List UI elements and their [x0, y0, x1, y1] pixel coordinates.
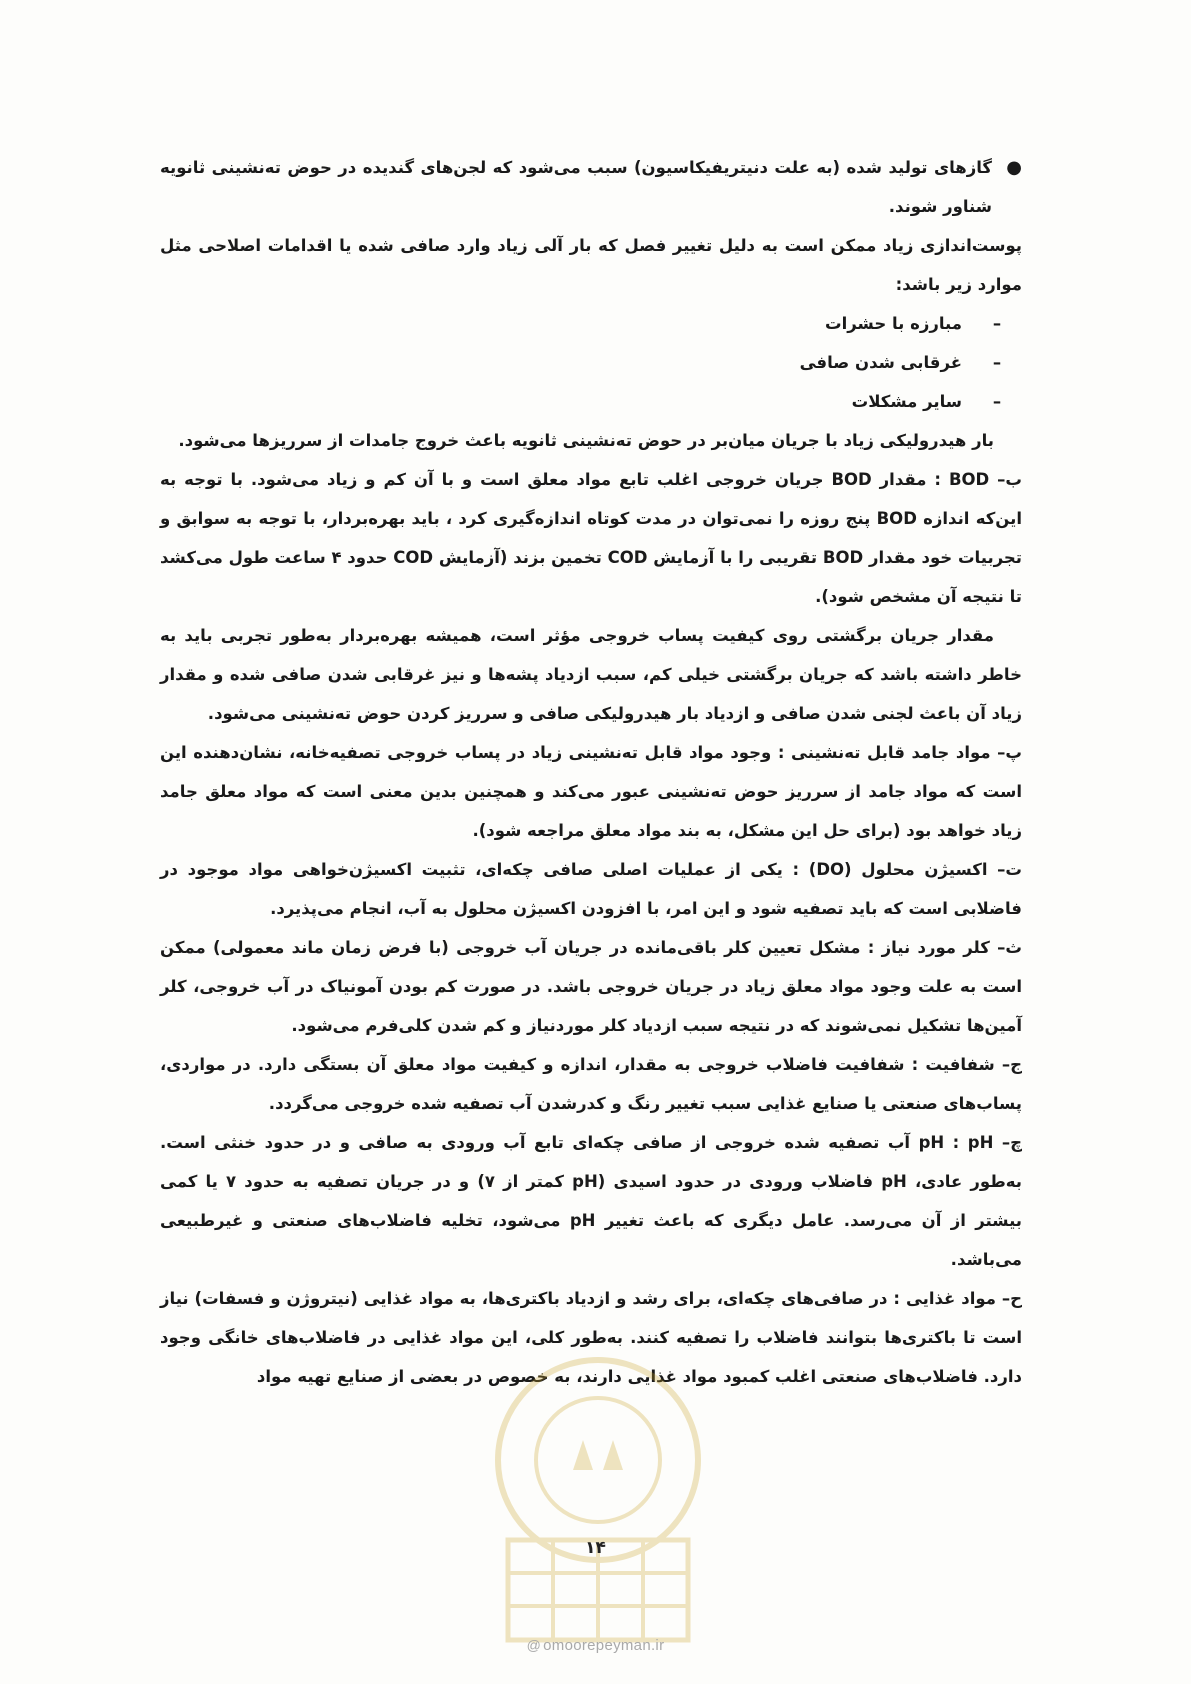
bullet-text: گازهای تولید شده (به علت دنیتریفیکاسیون) سبب می‌شود که لجن‌های گندیده در حوض ته‌نشینی ثانویه شناور شوند. [160, 158, 992, 216]
paragraph-nutrients: ح– مواد غذایی : در صافی‌های چکه‌ای، برای رشد و ازدیاد باکتری‌ها، به مواد غذایی (نیتروژن و فسفات) نیاز است تا باکتری‌ها بتوانند فاضلاب را تصفیه کنند. به‌طور کلی، این مواد غذایی در فاضلاب‌های خانگی وجود دارد. فاضلاب‌های صنعتی اغلب کمبود مواد غذایی دارند، به خصوص در بعضی از صنایع تهیه مواد [160, 1289, 1022, 1386]
dash-icon: – [992, 314, 1002, 333]
watermark-seal-logo [478, 1350, 718, 1650]
website-footer [0, 1637, 1191, 1654]
dash-list [160, 304, 1022, 421]
dash-item [160, 343, 1022, 382]
paragraph-clarity: ج– شفافیت : شفافیت فاضلاب خروجی به مقدار، اندازه و کیفیت مواد معلق آن بستگی دارد. در مواردی، پساب‌های صنعتی یا صنایع غذایی سبب تغییر رنگ و کدرشدن آب تصفیه شده خروجی می‌گردد. [160, 1055, 1022, 1113]
paragraph-return-flow: مقدار جریان برگشتی روی کیفیت پساب خروجی مؤثر است، همیشه بهره‌بردار به‌طور تجربی باید به خاطر داشته باشد که جریان برگشتی خیلی کم، سبب ازدیاد پشه‌ها و نیز غرقابی شدن صافی شده و مقدار زیاد آن باعث لجنی شدن صافی و ازدیاد بار هیدرولیکی صافی و سرریز کردن حوض ته‌نشینی می‌شود. [160, 626, 1022, 723]
bullet-icon: ● [1006, 157, 1022, 178]
paragraph-bod: ب– BOD : مقدار BOD جریان خروجی اغلب تابع مواد معلق است و با آن کم و زیاد می‌شود. با توجه به این‌که اندازه BOD پنج روزه را نمی‌توان در مدت کوتاه اندازه‌گیری کرد ، باید بهره‌بردار، با توجه به سوابق و تجربیات خود مقدار BOD تقریبی را با آزمایش COD تخمین بزند (آزمایش COD حدود ۴ ساعت طول می‌کشد تا نتیجه آن مشخص شود). [160, 470, 1023, 606]
page-number: ۱۴ [585, 1538, 606, 1558]
paragraph-2: بار هیدرولیکی زیاد با جریان میان‌بر در حوض ته‌نشینی ثانویه باعث خروج جامدات از سرریزها می‌شود. [178, 431, 994, 450]
paragraph-chlorine: ث– کلر مورد نیاز : مشکل تعیین کلر باقی‌مانده در جریان آب خروجی (با فرض زمان ماند معمولی) ممکن است به علت وجود مواد معلق زیاد در جریان خروجی باشد. در صورت کم بودن آمونیاک در آب خروجی، کلر آمین‌ها تشکیل نمی‌شوند که در نتیجه سبب ازدیاد کلر موردنیاز و کم شدن کلی‌فرم می‌شود. [160, 938, 1022, 1035]
bullet-item [160, 148, 1022, 226]
paragraph-1: پوست‌اندازی زیاد ممکن است به دلیل تغییر فصل که بار آلی زیاد وارد صافی شده یا اقدامات اصلاحی مثل موارد زیر باشد: [160, 236, 1022, 294]
at-icon: @ [526, 1637, 542, 1653]
dash-item [160, 382, 1022, 421]
paragraph-settleable-solids: پ– مواد جامد قابل ته‌نشینی : وجود مواد قابل ته‌نشینی زیاد در پساب خروجی تصفیه‌خانه، نشان‌دهنده این است که مواد جامد از سرریز حوض ته‌نشینی عبور می‌کند و همچنین بدین معنی است که مواد معلق جامد زیاد خواهد بود (برای حل این مشکل، به بند مواد معلق مراجعه شود). [160, 743, 1022, 840]
dash-item [160, 304, 1022, 343]
website-url: omoorepeyman.ir [543, 1637, 665, 1654]
dash-icon: – [992, 353, 1002, 372]
dash-item-text: غرقابی شدن صافی [799, 353, 962, 372]
paragraph-ph: چ– pH : pH آب تصفیه شده خروجی از صافی چکه‌ای تابع آب ورودی به صافی و در حدود خنثی است. به‌طور عادی، pH فاضلاب ورودی در حدود اسیدی (pH کمتر از ۷) و در جریان تصفیه به حدود ۷ یا کمی بیشتر از آن می‌رسد. عامل دیگری که باعث تغییر pH می‌شود، تخلیه فاضلاب‌های صنعتی و غیرطبیعی می‌باشد. [160, 1133, 1022, 1269]
dash-icon: – [992, 392, 1002, 411]
page-body [160, 148, 1022, 1396]
paragraph-dissolved-oxygen: ت– اکسیژن محلول (DO) : یکی از عملیات اصلی صافی چکه‌ای، تثبیت اکسیژن‌خواهی مواد موجود در فاضلابی است که باید تصفیه شود و این امر، با افزودن اکسیژن محلول به آب، انجام می‌پذیرد. [160, 860, 1022, 918]
dash-item-text: سایر مشکلات [851, 392, 962, 411]
dash-item-text: مبارزه با حشرات [825, 314, 962, 333]
